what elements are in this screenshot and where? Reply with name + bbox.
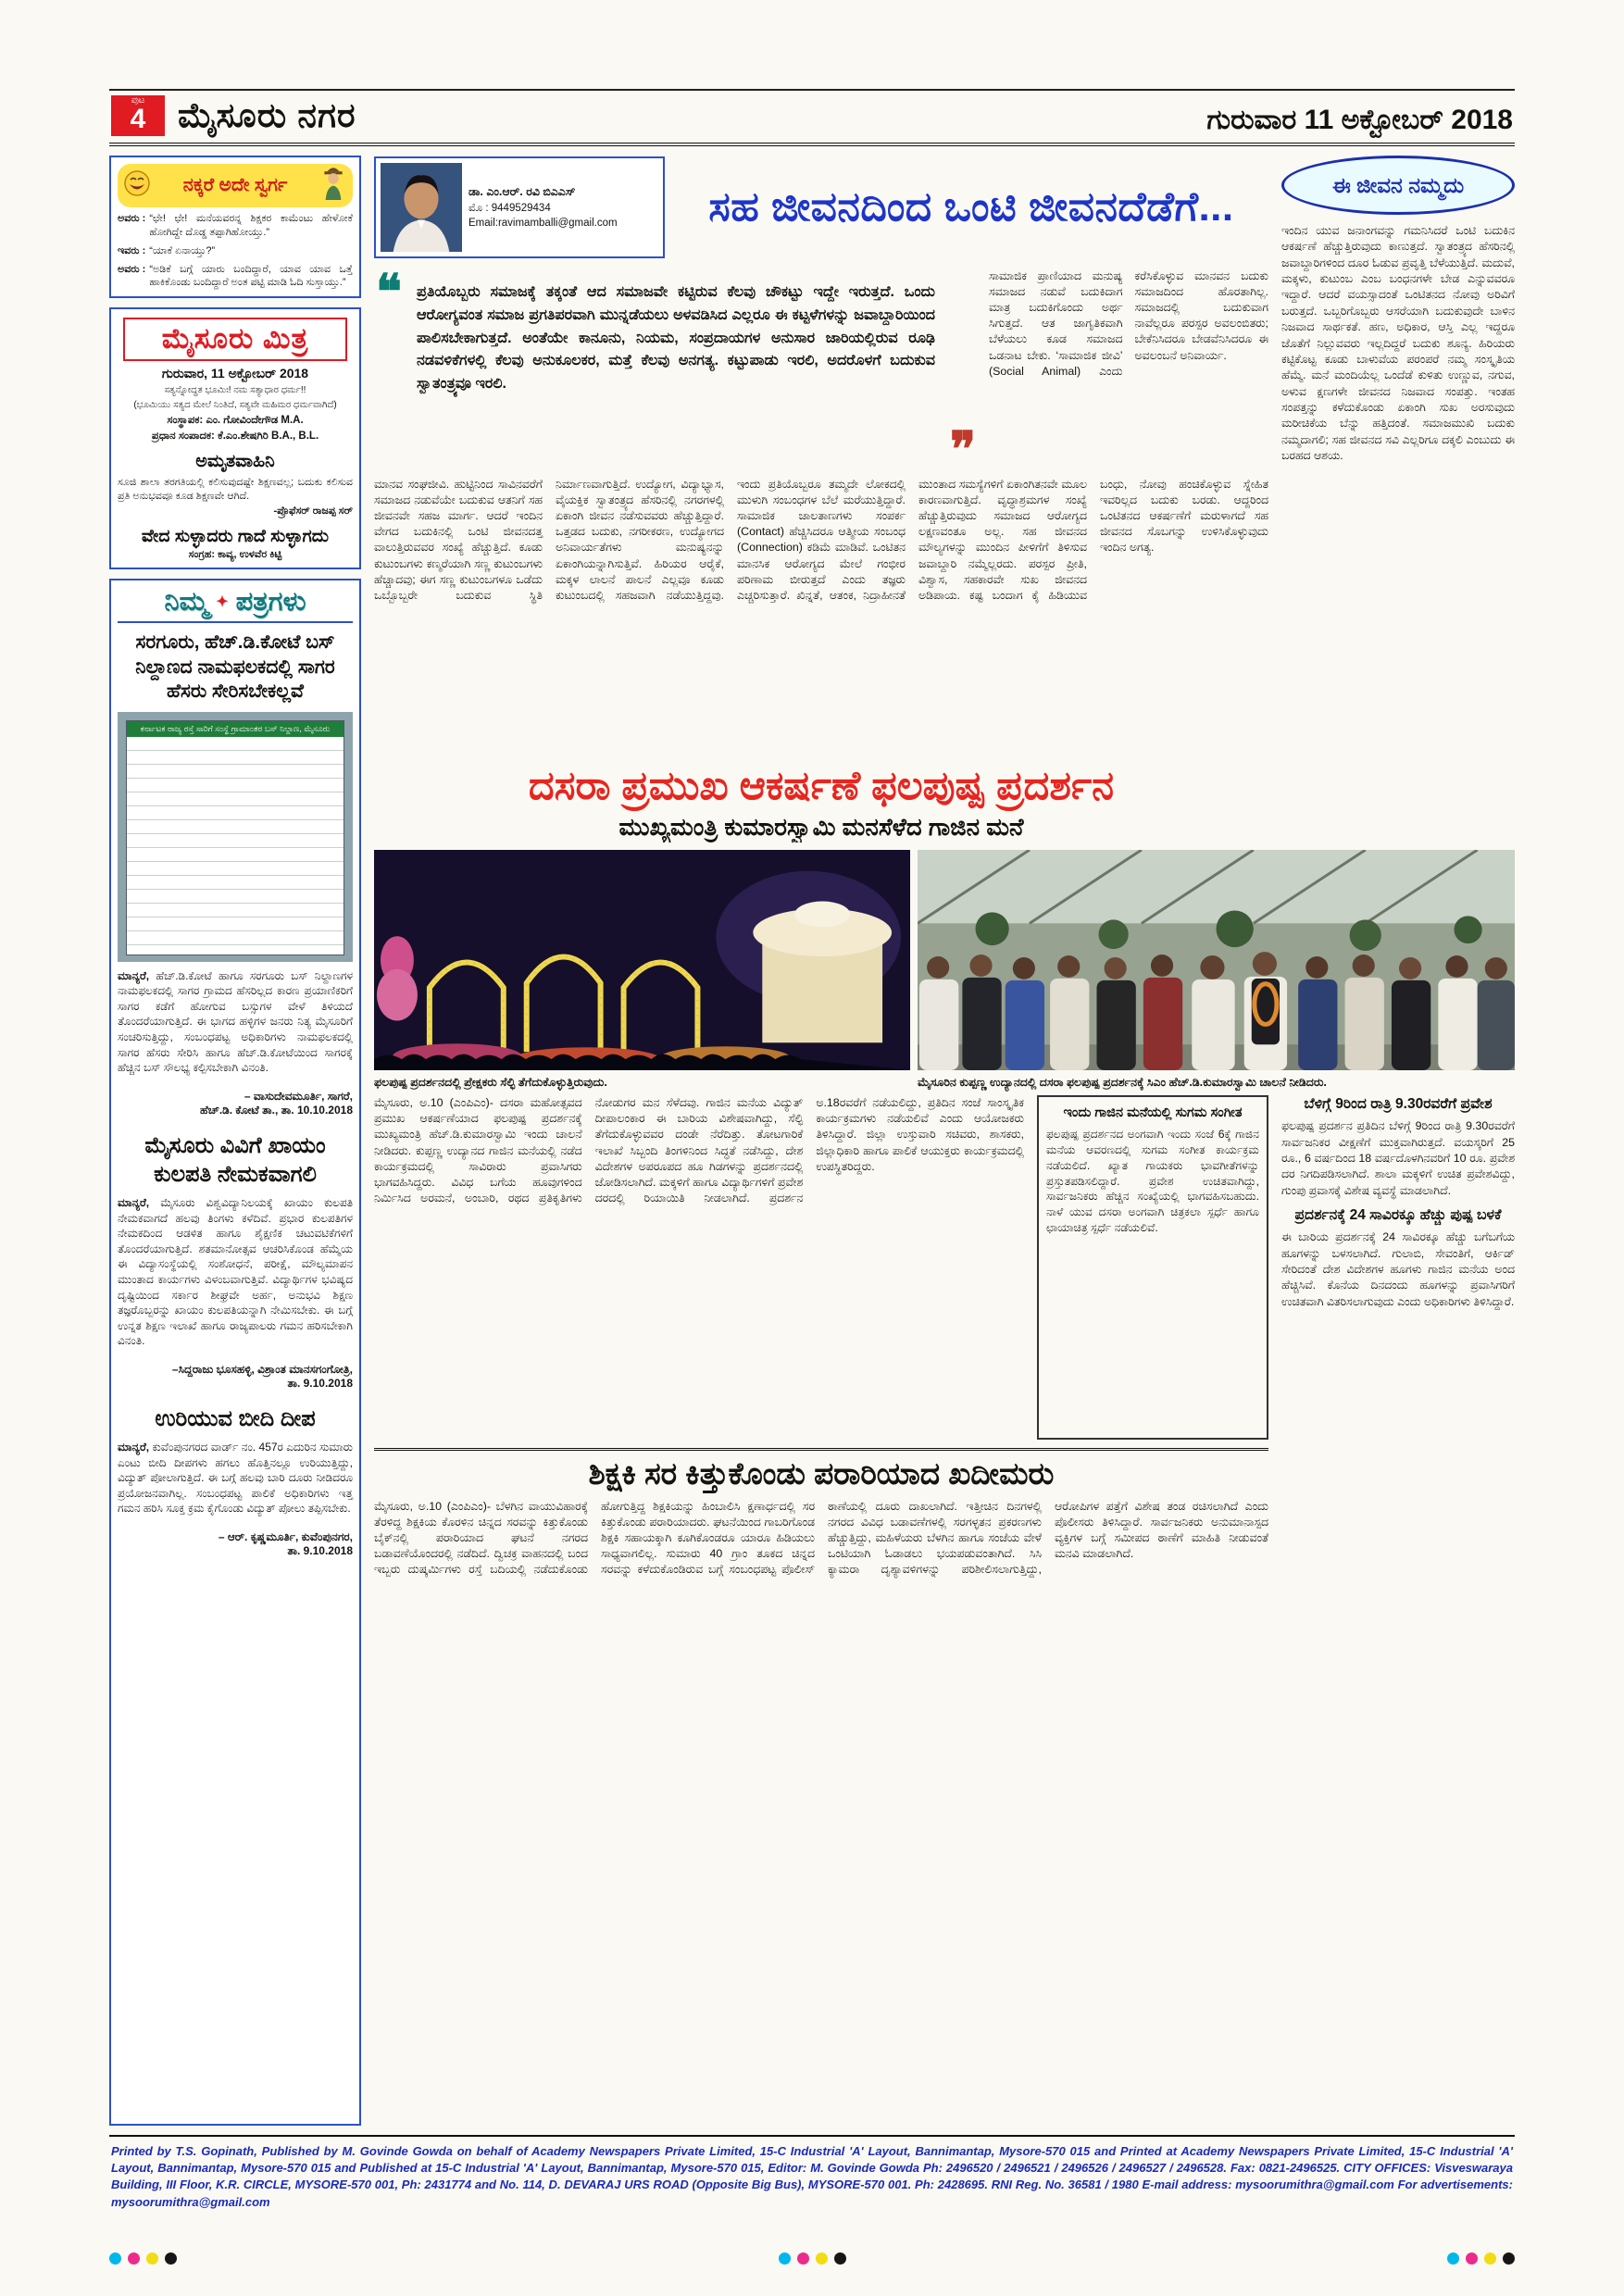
life-headline: ಸಹ ಜೀವನದಿಂದ ಒಂಟಿ ಜೀವನದೆಡೆಗೆ... [708,183,1234,230]
joke-text: “ಛೇ! ಛೇ! ಮನೆಯವರನ್ನ ಶಿಕ್ಷಕರ ಕಾಮೆಂಟು ಹೇಳೋಕೆ ಹೋಗಿದ್ದೇ ದೊಡ್ಡ ತಪ್ಪಾಗಿಹೋಯ್ತು.” [149,213,353,238]
magenta-dot-icon [797,2252,809,2265]
author-box [374,156,665,258]
photo2-caption: ಮೈಸೂರಿನ ಕುಪ್ಪಣ್ಣ ಉದ್ಯಾನದಲ್ಲಿ ದಸರಾ ಫಲಪುಷ್ಪ ಪ್ರದರ್ಶನಕ್ಕೆ ಸಿಎಂ ಹೆಚ್.ಡಿ.ಕುಮಾರಸ್ವಾಮಿ ಚಾಲನೆ ನೀಡಿದರು. [918,1076,1327,1089]
author-name: ಡಾ. ಎಂ.ಆರ್. ರವಿ ಬಿಎಎಸ್ [468,185,576,199]
mini-article-headline: ಇಂದು ಗಾಜಿನ ಮನೆಯಲ್ಲಿ ಸುಗಮ ಸಂಗೀತ [1063,1105,1243,1121]
section-title: ಮೈಸೂರು ನಗರ [178,96,356,134]
letter-text: ಹೆಚ್.ಡಿ.ಕೋಟೆ ಹಾಗೂ ಸರಗೂರು ಬಸ್ ನಿಲ್ದಾಣಗಳ ನಾಮಫಲಕದಲ್ಲಿ ಸಾಗರ ಗ್ರಾಮದ ಹೆಸರಿಲ್ಲದ ಕಾರಣ ಪ್ರಯಾಣಿಕರಿಗೆ ಸಾಗರ ಕಡೆಗೆ ಹೋಗುವ ಬಸ್ಸುಗಳ ವೇಳೆ ತಿಳಿಯದೆ ತೊಂದರೆಯಾಗುತ್ತಿದೆ. ಈ ಭಾಗದ ಹಳ್ಳಿಗಳ ಜನರು ನಿತ್ಯ ಮೈಸೂರಿಗೆ ಸಂಚರಿಸುತ್ತಿದ್ದು, ಸಂಬಂಧಪಟ್ಟ ಅಧಿಕಾರಿಗಳು ನಾಮಫಲಕದಲ್ಲಿ ಸಾಗರ ಹೆಸರು ಸೇರಿಸಿ ಹಾಗೂ ಹೆಚ್.ಡಿ.ಕೋಟೆಯಿಂದ ಸಾಗರಕ್ಕೆ ಹೆಚ್ಚಿನ ಬಸ್ ಸೌಲಭ್ಯ ಕಲ್ಪಿಸಬೇಕಾಗಿ ವಿನಂತಿ. [118,968,353,1075]
joke-line [118,212,353,240]
quote-text: ಪ್ರತಿಯೊಬ್ಬರು ಸಮಾಜಕ್ಕೆ ತಕ್ಕಂತೆ ಆದ ಸಮಾಜವೇ ಕಟ್ಟಿರುವ ಕೆಲವು ಚೌಕಟ್ಟು ಇದ್ದೇ ಇರುತ್ತದೆ. ಒಂದು ಆರೋಗ್ಯವಂತ ಸಮಾಜ ಪ್ರಗತಿಪರವಾಗಿ ಮುನ್ನಡೆಯಲು ಅಳವಡಿಸಿದ ಎಲ್ಲರೂ ಈ ಕಟ್ಟಳೆಗಳನ್ನು ಜವಾಬ್ದಾರಿಯಿಂದ ಪಾಲಿಸಬೇಕಾಗುತ್ತದೆ. ಅಂತೆಯೇ ಕಾನೂನು, ನಿಯಮ, ಸಂಪ್ರದಾಯಗಳ ಅನುಸಾರ ಜಾರಿಯಲ್ಲಿರುವ ರೂಢಿ ನಡವಳಿಕೆಗಳಲ್ಲಿ ಕೆಲವು ಅನುಕೂಲಕರ, ಮತ್ತೆ ಕೆಲವು ಅನಗತ್ಯ. ಕಟ್ಟುಪಾಡು ಇರಲಿ, ಅದರೊಳಗೆ ಬದುಕುವ ಸ್ವಾತಂತ್ರ್ಯವೂ ಇರಲಿ. [417,284,935,393]
joke-text: “ಅಡಿಕೆ ಬಗ್ಗೆ ಯಾರು ಬಂದಿದ್ದಾರೆ, ಯಾವ ಯಾವ ಒತ್ತೆ ಹಾಕಿಕೊಂಡು ಬಂದಿದ್ದಾರೆ ಅಂತ ಪಟ್ಟಿ ಮಾಡಿ ಓದಿ ಸುಸ್ತಾಯ್ತು.” [149,263,353,289]
pull-quote [374,268,978,468]
dasara-body-text: ಮೈಸೂರು, ಅ.10 (ಎಂಪಿಎಂ)- ದಸರಾ ಮಹೋತ್ಸವದ ಪ್ರಮುಖ ಆಕರ್ಷಣೆಯಾದ ಫಲಪುಷ್ಪ ಪ್ರದರ್ಶನಕ್ಕೆ ಮುಖ್ಯಮಂತ್ರಿ ಹೆಚ್.ಡಿ.ಕುಮಾರಸ್ವಾಮಿ ಇಂದು ಚಾಲನೆ ನೀಡಿದರು. ಕುಪ್ಪಣ್ಣ ಉದ್ಯಾನದ ಗಾಜಿನ ಮನೆಯಲ್ಲಿ ನಡೆದ ಕಾರ್ಯಕ್ರಮದಲ್ಲಿ ಸಾವಿರಾರು ಪ್ರವಾಸಿಗರು ಭಾಗವಹಿಸಿದ್ದರು. ವಿವಿಧ ಬಗೆಯ ಹೂವುಗಳಿಂದ ನಿರ್ಮಿಸಿದ ಅರಮನೆ, ಅಂಬಾರಿ, ರಥದ ಪ್ರತಿಕೃತಿಗಳು ನೋಡುಗರ ಮನ ಸೆಳೆದವು. ಗಾಜಿನ ಮನೆಯ ವಿದ್ಯುತ್ ದೀಪಾಲಂಕಾರ ಈ ಬಾರಿಯ ವಿಶೇಷವಾಗಿದ್ದು, ಸೆಲ್ಫಿ ತೆಗೆದುಕೊಳ್ಳುವವರ ದಂಡೇ ನೆರೆದಿತ್ತು. ತೋಟಗಾರಿಕೆ ಇಲಾಖೆ ಸಿಬ್ಬಂದಿ ತಿಂಗಳಿನಿಂದ ಸಿದ್ಧತೆ ನಡೆಸಿದ್ದು, ದೇಶ ವಿದೇಶಗಳ ಅಪರೂಪದ ಹೂ ಗಿಡಗಳನ್ನು ಪ್ರದರ್ಶನದಲ್ಲಿ ಜೋಡಿಸಲಾಗಿದೆ. ಮಕ್ಕಳಿಗೆ ಹಾಗೂ ವಿದ್ಯಾರ್ಥಿಗಳಿಗೆ ಪ್ರವೇಶ ದರದಲ್ಲಿ ರಿಯಾಯಿತಿ ನೀಡಲಾಗಿದೆ. ಪ್ರದರ್ಶನ ಅ.18ರವರೆಗೆ ನಡೆಯಲಿದ್ದು, ಪ್ರತಿದಿನ ಸಂಜೆ ಸಾಂಸ್ಕೃತಿಕ ಕಾರ್ಯಕ್ರಮಗಳು ನಡೆಯಲಿವೆ ಎಂದು ಆಯೋಜಕರು ತಿಳಿಸಿದ್ದಾರೆ. ಜಿಲ್ಲಾ ಉಸ್ತುವಾರಿ ಸಚಿವರು, ಶಾಸಕರು, ಜಿಲ್ಲಾಧಿಕಾರಿ ಹಾಗೂ ಪಾಲಿಕೆ ಆಯುಕ್ತರು ಕಾರ್ಯಕ್ರಮದಲ್ಲಿ ಉಪಸ್ಥಿತರಿದ್ದರು. [374,1096,1024,1204]
cyan-dot-icon [1447,2252,1459,2265]
page-word: ಪುಟ [131,95,145,106]
signature-line: – ವಾಸುದೇವಮೂರ್ತಿ, ಸಾಗರೆ, [244,1089,353,1103]
close-quote-icon: ❞ [950,423,976,468]
author-phone: ಮೊ : 9449529434 [468,202,551,214]
diamond-icon: ✦ [216,594,229,611]
signature-line: ಹೆಚ್.ಡಿ. ಕೋಟೆ ತಾ., ತಾ. 10.10.2018 [199,1104,353,1117]
rail-text: ಫಲಪುಷ್ಪ ಪ್ರದರ್ಶನ ಪ್ರತಿದಿನ ಬೆಳಿಗ್ಗೆ 9ರಿಂದ ರಾತ್ರಿ 9.30ರವರೆಗೆ ಸಾರ್ವಜನಿಕರ ವೀಕ್ಷಣೆಗೆ ಮುಕ್ತವಾಗಿರುತ್ತದೆ. ವಯಸ್ಕರಿಗೆ 25 ರೂ., 6 ವರ್ಷದಿಂದ 18 ವರ್ಷದೊಳಗಿನವರಿಗೆ 10 ರೂ. ಪ್ರವೇಶ ದರ ನಿಗದಿಪಡಿಸಲಾಗಿದೆ. ಶಾಲಾ ಮಕ್ಕಳಿಗೆ ಉಚಿತ ಪ್ರವೇಶವಿದ್ದು, ಗುಂಪು ಪ್ರವಾಸಕ್ಕೆ ವಿಶೇಷ ವ್ಯವಸ್ಥೆ ಮಾಡಲಾಗಿದೆ. [1281,1119,1515,1197]
signature-line: ತಾ. 9.10.2018 [287,1544,353,1558]
edition-date: ಗುರುವಾರ 11 ಅಕ್ಟೋಬರ್ 2018 [1206,105,1513,135]
letter-salutation: ಮಾನ್ಯರೆ, [118,1196,150,1210]
yellow-dot-icon [816,2252,828,2265]
letter-body [118,1195,353,1348]
photo1-caption: ಫಲಪುಷ್ಪ ಪ್ರದರ್ಶನದಲ್ಲಿ ಪ್ರೇಕ್ಷಕರು ಸೆಲ್ಫಿ ತೆಗೆದುಕೊಳ್ಳುತ್ತಿರುವುದು. [374,1076,607,1089]
amruta-credit: -ಪ್ರೊಫೆಸರ್ ರಾಜಪ್ಪ ಸರ್ [273,505,353,517]
yellow-dot-icon [146,2252,158,2265]
veda-credit: ಸಂಗ್ರಹ: ಕಾವ್ಯ, ಉಳವೆರ ಕಿಟ್ಟಿ [188,548,282,560]
cyan-dot-icon [779,2252,791,2265]
bus-board-header: ಕರ್ನಾಟಕ ರಾಜ್ಯ ರಸ್ತೆ ಸಾರಿಗೆ ಸಂಸ್ಥೆ ಗ್ರಾಮಾಂತರ ಬಸ್ ನಿಲ್ದಾಣ, ಮೈಸೂರು [127,721,344,737]
right-rail-top [1281,156,1515,842]
bus-board-photo [118,712,353,962]
author-email: Email:ravimamballi@gmail.com [468,217,618,229]
registration-dots-right [1447,2252,1515,2265]
masthead-motto-sub: (ಭೂಮಿಯು ಸತ್ಯದ ಮೇಲೆ ನಿಂತಿದೆ, ಸತ್ಯವೇ ಮಹಿಮರ ಧರ್ಮವಾಗಿದೆ) [133,400,337,411]
thief-body-text: ಮೈಸೂರು, ಅ.10 (ಎಂಪಿಎಂ)- ಬೆಳಗಿನ ವಾಯುವಿಹಾರಕ್ಕೆ ತೆರಳಿದ್ದ ಶಿಕ್ಷಕಿಯ ಕೊರಳಿನ ಚಿನ್ನದ ಸರವನ್ನು ಕಿತ್ತುಕೊಂಡು ಬೈಕ್‌ನಲ್ಲಿ ಪರಾರಿಯಾದ ಘಟನೆ ನಗರದ ಬಡಾವಣೆಯೊಂದರಲ್ಲಿ ನಡೆದಿದೆ. ದ್ವಿಚಕ್ರ ವಾಹನದಲ್ಲಿ ಬಂದ ಇಬ್ಬರು ದುಷ್ಕರ್ಮಿಗಳು ರಸ್ತೆ ಬದಿಯಲ್ಲಿ ನಡೆದುಕೊಂಡು ಹೋಗುತ್ತಿದ್ದ ಶಿಕ್ಷಕಿಯನ್ನು ಹಿಂಬಾಲಿಸಿ ಕ್ಷಣಾರ್ಧದಲ್ಲಿ ಸರ ಕಿತ್ತುಕೊಂಡು ಪರಾರಿಯಾದರು. ಘಟನೆಯಿಂದ ಗಾಬರಿಗೊಂಡ ಶಿಕ್ಷಕಿ ಸಹಾಯಕ್ಕಾಗಿ ಕೂಗಿಕೊಂಡರೂ ಯಾರೂ ಹಿಡಿಯಲು ಸಾಧ್ಯವಾಗಲಿಲ್ಲ. ಸುಮಾರು 40 ಗ್ರಾಂ ತೂಕದ ಚಿನ್ನದ ಸರವನ್ನು ಕಳೆದುಕೊಂಡಿರುವ ಬಗ್ಗೆ ಸಂಬಂಧಪಟ್ಟ ಪೊಲೀಸ್ ಠಾಣೆಯಲ್ಲಿ ದೂರು ದಾಖಲಾಗಿದೆ. ಇತ್ತೀಚಿನ ದಿನಗಳಲ್ಲಿ ನಗರದ ವಿವಿಧ ಬಡಾವಣೆಗಳಲ್ಲಿ ಸರಗಳ್ಳತನ ಪ್ರಕರಣಗಳು ಹೆಚ್ಚುತ್ತಿದ್ದು, ಮಹಿಳೆಯರು ಬೆಳಗಿನ ಹಾಗೂ ಸಂಜೆಯ ವೇಳೆ ಒಂಟಿಯಾಗಿ ಓಡಾಡಲು ಭಯಪಡುವಂತಾಗಿದೆ. ಸಿಸಿ ಕ್ಯಾಮರಾ ದೃಶ್ಯಾವಳಿಗಳನ್ನು ಪರಿಶೀಲಿಸಲಾಗುತ್ತಿದ್ದು, ಆರೋಪಿಗಳ ಪತ್ತೆಗೆ ವಿಶೇಷ ತಂಡ ರಚಿಸಲಾಗಿದೆ ಎಂದು ಪೊಲೀಸರು ತಿಳಿಸಿದ್ದಾರೆ. ಸಾರ್ವಜನಿಕರು ಅನುಮಾನಾಸ್ಪದ ವ್ಯಕ್ತಿಗಳ ಬಗ್ಗೆ ಸಮೀಪದ ಠಾಣೆಗೆ ಮಾಹಿತಿ ನೀಡುವಂತೆ ಮನವಿ ಮಾಡಲಾಗಿದೆ. [374,1499,1268,1576]
signature-line: – ಆರ್. ಕೃಷ್ಣಮೂರ್ತಿ, ಕುವೆಂಪುನಗರ, [218,1529,353,1543]
letter-signature [118,1530,353,1559]
masthead-title: ಮೈಸೂರು ಮಿತ್ರ [123,318,347,361]
rail-crosshead: ಬೆಳಿಗ್ಗೆ 9ರಿಂದ ರಾತ್ರಿ 9.30ರವರೆಗೆ ಪ್ರವೇಶ [1304,1096,1493,1113]
column-badge: ಈ ಜೀವನ ನಮ್ಮದು [1281,156,1515,215]
bus-board-timetable [127,737,344,955]
letter-salutation: ಮಾನ್ಯರೆ, [118,968,150,982]
life-article [374,156,1268,842]
main-column [374,156,1515,2126]
magenta-dot-icon [1466,2252,1478,2265]
mini-article-text: ಫಲಪುಷ್ಪ ಪ್ರದರ್ಶನದ ಅಂಗವಾಗಿ ಇಂದು ಸಂಜೆ 6ಕ್ಕೆ ಗಾಜಿನ ಮನೆಯ ಆವರಣದಲ್ಲಿ ಸುಗಮ ಸಂಗೀತ ಕಾರ್ಯಕ್ರಮ ನಡೆಯಲಿದೆ. ಖ್ಯಾತ ಗಾಯಕರು ಭಾವಗೀತೆಗಳನ್ನು ಪ್ರಸ್ತುತಪಡಿಸಲಿದ್ದಾರೆ. ಪ್ರವೇಶ ಉಚಿತವಾಗಿದ್ದು, ಸಾರ್ವಜನಿಕರು ಹೆಚ್ಚಿನ ಸಂಖ್ಯೆಯಲ್ಲಿ ಭಾಗವಹಿಸಬಹುದು. ನಾಳೆ ಯುವ ದಸರಾ ಅಂಗವಾಗಿ ಚಿತ್ರಕಲಾ ಸ್ಪರ್ಧೆ ಹಾಗೂ ಛಾಯಾಚಿತ್ರ ಸ್ಪರ್ಧೆ ನಡೆಯಲಿವೆ. [1046,1128,1259,1235]
veda-title: ವೇದ ಸುಳ್ಳಾದರು ಗಾದೆ ಸುಳ್ಳಾಗದು [141,526,330,546]
letter-headline: ಉರಿಯುವ ಬೀದಿ ದೀಪ [155,1405,316,1431]
registration-dots-left [109,2252,177,2265]
joke-title: ನಕ್ಕರೆ ಅದೇ ಸ್ವರ್ಗ [182,175,288,195]
letter-body [118,1440,353,1516]
letter-text: ಕುವೆಂಪುನಗರದ ವಾರ್ಡ್ ನಂ. 457ರ ಎದುರಿನ ಸುಮಾರು ಎಂಟು ಬೀದಿ ದೀಪಗಳು ಹಗಲು ಹೊತ್ತಿನಲ್ಲೂ ಉರಿಯುತ್ತಿದ್ದು, ವಿದ್ಯುತ್ ಪೋಲಾಗುತ್ತಿದೆ. ಈ ಬಗ್ಗೆ ಹಲವು ಬಾರಿ ದೂರು ನೀಡಿದರೂ ಪ್ರಯೋಜನವಾಗಿಲ್ಲ. ಸಂಬಂಧಪಟ್ಟ ಪಾಲಿಕೆ ಅಧಿಕಾರಿಗಳು ಇತ್ತ ಗಮನ ಹರಿಸಿ ಸೂಕ್ತ ಕ್ರಮ ಕೈಗೊಂಡು ವಿದ್ಯುತ್ ಪೋಲು ತಪ್ಪಿಸಬೇಕು. [118,1441,353,1516]
left-column [109,156,361,2126]
rail-crosshead: ಪ್ರದರ್ಶನಕ್ಕೆ 24 ಸಾವಿರಕ್ಕೂ ಹೆಚ್ಚು ಪುಷ್ಪ ಬಳಕೆ [1294,1207,1502,1224]
life-body-text: ಮಾನವ ಸಂಘಜೀವಿ. ಹುಟ್ಟಿನಿಂದ ಸಾವಿನವರೆಗೆ ಸಮಾಜದ ನಡುವೆಯೇ ಬದುಕುವ ಆತನಿಗೆ ಸಹ ಜೀವನವೇ ಸಹಜ ಮಾರ್ಗ. ಆದರೆ ಇಂದಿನ ವೇಗದ ಬದುಕಿನಲ್ಲಿ ಒಂಟಿ ಜೀವನದತ್ತ ವಾಲುತ್ತಿರುವವರ ಸಂಖ್ಯೆ ಹೆಚ್ಚುತ್ತಿದೆ. ಕೂಡು ಕುಟುಂಬಗಳು ಕಣ್ಮರೆಯಾಗಿ ಸಣ್ಣ ಕುಟುಂಬಗಳು ಹೆಚ್ಚಾದವು; ಈಗ ಸಣ್ಣ ಕುಟುಂಬಗಳೂ ಒಡೆದು ಒಬ್ಬೊಬ್ಬರೇ ಬದುಕುವ ಸ್ಥಿತಿ ನಿರ್ಮಾಣವಾಗುತ್ತಿದೆ. ಉದ್ಯೋಗ, ವಿದ್ಯಾಭ್ಯಾಸ, ವೈಯಕ್ತಿಕ ಸ್ವಾತಂತ್ರ್ಯದ ಹೆಸರಿನಲ್ಲಿ ನಗರಗಳಲ್ಲಿ ಏಕಾಂಗಿ ಜೀವನ ನಡೆಸುವವರು ಹೆಚ್ಚುತ್ತಿದ್ದಾರೆ. ಒತ್ತಡದ ಬದುಕು, ನಗರೀಕರಣ, ಉದ್ಯೋಗದ ಅನಿವಾರ್ಯತೆಗಳು ಮನುಷ್ಯನನ್ನು ಏಕಾಂಗಿಯನ್ನಾಗಿಸುತ್ತಿವೆ. ಹಿರಿಯರ ಆರೈಕೆ, ಮಕ್ಕಳ ಲಾಲನೆ ಪಾಲನೆ ಎಲ್ಲವೂ ಕೂಡು ಕುಟುಂಬದಲ್ಲಿ ಸಹಜವಾಗಿ ನಡೆಯುತ್ತಿದ್ದವು. ಇಂದು ಪ್ರತಿಯೊಬ್ಬರೂ ತಮ್ಮದೇ ಲೋಕದಲ್ಲಿ ಮುಳುಗಿ ಸಂಬಂಧಗಳ ಬೆಲೆ ಮರೆಯುತ್ತಿದ್ದಾರೆ. ಸಾಮಾಜಿಕ ಜಾಲತಾಣಗಳು ಸಂಪರ್ಕ (Contact) ಹೆಚ್ಚಿಸಿದರೂ ಆತ್ಮೀಯ ಸಂಬಂಧ (Connection) ಕಡಿಮೆ ಮಾಡಿವೆ. ಒಂಟಿತನ ಮಾನಸಿಕ ಆರೋಗ್ಯದ ಮೇಲೆ ಗಂಭೀರ ಪರಿಣಾಮ ಬೀರುತ್ತದೆ ಎಂದು ತಜ್ಞರು ಎಚ್ಚರಿಸುತ್ತಾರೆ. ಖಿನ್ನತೆ, ಆತಂಕ, ನಿದ್ರಾಹೀನತೆ ಮುಂತಾದ ಸಮಸ್ಯೆಗಳಿಗೆ ಏಕಾಂಗಿತನವೇ ಮೂಲ ಕಾರಣವಾಗುತ್ತಿದೆ. ವೃದ್ಧಾಶ್ರಮಗಳ ಸಂಖ್ಯೆ ಹೆಚ್ಚುತ್ತಿರುವುದು ಸಮಾಜದ ಆರೋಗ್ಯದ ಲಕ್ಷಣವಂತೂ ಅಲ್ಲ. ಸಹ ಜೀವನದ ಮೌಲ್ಯಗಳನ್ನು ಮುಂದಿನ ಪೀಳಿಗೆಗೆ ತಿಳಿಸುವ ಜವಾಬ್ದಾರಿ ನಮ್ಮೆಲ್ಲರದು. ಪರಸ್ಪರ ಪ್ರೀತಿ, ವಿಶ್ವಾಸ, ಸಹಕಾರವೇ ಸುಖ ಜೀವನದ ಅಡಿಪಾಯ. ಕಷ್ಟ ಬಂದಾಗ ಕೈ ಹಿಡಿಯುವ ಬಂಧು, ನೋವು ಹಂಚಿಕೊಳ್ಳುವ ಸ್ನೇಹಿತ ಇವರಿಲ್ಲದ ಬದುಕು ಬರಡು. ಆದ್ದರಿಂದ ಒಂಟಿತನದ ಆಕರ್ಷಣೆಗೆ ಮರುಳಾಗದೆ ಸಹ ಜೀವನದ ಸೊಬಗನ್ನು ಉಳಿಸಿಕೊಳ್ಳುವುದು ಇಂದಿನ ಅಗತ್ಯ. [374,478,1268,602]
author-photo [381,163,462,252]
imprint-line: Printed by T.S. Gopinath, Published by M. Govinde Gowda on behalf of Academy Newspapers Private Limited, 15-C Industrial 'A' Layout, Bannimantap, Mysore-570 015 and Printed at Academy Newspapers Private Limited, 15-C Industrial 'A' Layout, Bannimantap, Mysore-570 015 and Published at 15-C Industrial 'A' Layout, Bannimantap, Mysore-570 015, Editor: M. Govinde Gowda Ph: 2496520 / 2496521 / 2496526 / 2496527 / 2496528. Fax: 0821-2496525. CITY OFFICES: Visveswaraya Building, III Floor, K.R. CIRCLE, MYSORE-570 001, Ph: 2431774 and No. 114, D. DEVARAJ URS ROAD (Opposite Big Bus), MYSORE-570 001. Ph: 2428695. RNI Reg. No. 36581 / 1980 E-mail address: mysoorumithra@gmail.com For advertisements: mysoorumithra@gmail.com [109,2135,1515,2215]
letters-header-left: ನಿಮ್ಮ [164,586,209,617]
masthead-box [109,307,361,569]
letter-body [118,968,353,1076]
letter-signature [118,1090,353,1118]
letter-headline: ಮೈಸೂರು ವಿವಿಗೆ ಖಾಯಂ ಕುಲಪತಿ ನೇಮಕವಾಗಲಿ [144,1132,326,1188]
dasara-subhead: ಮುಖ್ಯಮಂತ್ರಿ ಕುಮಾರಸ್ವಾಮಿ ಮನಸೆಳೆದ ಗಾಜಿನ ಮನೆ [618,813,1024,841]
registration-marks [109,2252,1515,2265]
masthead-motto: ಸತ್ಯನ್ನೋದ್ಧತ ಭೂಮಿಃ! ನಮ ಸತ್ಯಾಧಾರ ಧರ್ಮ!! [164,385,306,396]
black-dot-icon [1503,2252,1515,2265]
open-quote-icon: ❝ [376,268,402,319]
masthead-founder: ಸಂಸ್ಥಾಪಕ: ಎಂ. ಗೋವಿಂದೇಗೌಡ M.A. [167,415,304,427]
thief-headline: ಶಿಕ್ಷಕಿ ಸರ ಕಿತ್ತುಕೊಂಡು ಪರಾರಿಯಾದ ಖದೀಮರು [374,1448,1268,1491]
life-side-text: ಸಾಮಾಜಿಕ ಪ್ರಾಣಿಯಾದ ಮನುಷ್ಯ ಸಮಾಜದ ನಡುವೆ ಬದುಕಿದಾಗ ಮಾತ್ರ ಬದುಕಿಗೊಂದು ಅರ್ಥ ಸಿಗುತ್ತದೆ. ಆತ ಜಾಗೃತಿಕವಾಗಿ ಬೆಳೆಯಲು ಕೂಡ ಸಮಾಜದ ಒಡನಾಟ ಬೇಕು. ‘ಸಾಮಾಜಿಕ ಜೀವಿ’ (Social Animal) ಎಂದು ಕರೆಸಿಕೊಳ್ಳುವ ಮಾನವನ ಬದುಕು ಸಮಾಜದಿಂದ ಹೊರತಾಗಿಲ್ಲ. ಸಮಾಜದಲ್ಲಿ ಬದುಕುವಾಗ ನಾವೆಲ್ಲರೂ ಪರಸ್ಪರ ಅವಲಂಬಿತರು; ಬೇಕೆನಿಸಿದರೂ ಬೇಡವೆನಿಸಿದರೂ ಈ ಅವಲಂಬನೆ ಅನಿವಾರ್ಯ. [989,269,1268,378]
yellow-dot-icon [1484,2252,1496,2265]
cyan-dot-icon [109,2252,121,2265]
joke-line [118,263,353,291]
laughing-smiley-icon [123,169,151,202]
joke-speaker: ಅವರು : [118,263,146,275]
letter-headline: ಸರಗೂರು, ಹೆಚ್.ಡಿ.ಕೋಟೆ ಬಸ್ ನಿಲ್ದಾಣದ ನಾಮಫಲಕದಲ್ಲಿ ಸಾಗರ ಹೆಸರು ಸೇರಿಸಬೇಕಲ್ಲವೆ [135,630,335,703]
joke-box [109,156,361,298]
letters-section-header [118,587,353,623]
letter-signature [118,1363,353,1391]
page-number-box [111,95,165,136]
black-dot-icon [165,2252,177,2265]
letter-salutation: ಮಾನ್ಯರೆ, [118,1441,150,1454]
letters-header-right: ಪತ್ರಗಳು [235,586,306,617]
flower-show-photo [374,850,910,1070]
joke-speaker: ಅವರು : [118,213,146,224]
joke-text: “ಯಾಕೆ ಏನಾಯ್ತು?” [149,244,216,256]
rail-top-text: ಇಂದಿನ ಯುವ ಜನಾಂಗವನ್ನು ಗಮನಿಸಿದರೆ ಒಂಟಿ ಬದುಕಿನ ಆಕರ್ಷಣೆ ಹೆಚ್ಚುತ್ತಿರುವುದು ಕಾಣುತ್ತದೆ. ಸ್ವಾತಂತ್ರ್ಯದ ಹೆಸರಿನಲ್ಲಿ ಜವಾಬ್ದಾರಿಗಳಿಂದ ದೂರ ಓಡುವ ಪ್ರವೃತ್ತಿ ಬೆಳೆಯುತ್ತಿದೆ. ಮದುವೆ, ಮಕ್ಕಳು, ಕುಟುಂಬ ಎಂಬ ಬಂಧನಗಳೇ ಬೇಡ ಎನ್ನುವವರೂ ಇದ್ದಾರೆ. ಆದರೆ ವಯಸ್ಸಾದಂತೆ ಒಂಟಿತನದ ನೋವು ಅರಿವಿಗೆ ಬರುತ್ತದೆ. ಒಬ್ಬರಿಗೊಬ್ಬರು ಆಸರೆಯಾಗಿ ಬದುಕುವುದೇ ಬಾಳಿನ ನಿಜವಾದ ಸಾರ್ಥಕತೆ. ಹಣ, ಅಧಿಕಾರ, ಆಸ್ತಿ ಎಲ್ಲ ಇದ್ದರೂ ಜೊತೆಗೆ ನಿಲ್ಲುವವರು ಇಲ್ಲದಿದ್ದರೆ ಬದುಕು ಶೂನ್ಯ. ಹಿರಿಯರು ಕಟ್ಟಿಕೊಟ್ಟ ಕೂಡು ಬಾಳುವೆಯ ಪರಂಪರೆ ನಮ್ಮ ಸಂಸ್ಕೃತಿಯ ಹೆಮ್ಮೆ. ಮನೆ ಮಂದಿಯೆಲ್ಲ ಒಂದೆಡೆ ಕುಳಿತು ಉಣ್ಣುವ, ನಗುವ, ಅಳುವ ಕ್ಷಣಗಳೇ ಜೀವನದ ನಿಜವಾದ ಸಂಪತ್ತು. ಇಂತಹ ಸಂಪತ್ತನ್ನು ಕಳೆದುಕೊಂಡು ಏಕಾಂಗಿ ಸುಖ ಅರಸುವುದು ಮರೀಚಿಕೆಯ ಬೆನ್ನು ಹತ್ತಿದಂತೆ. ಸಮಾಜಮುಖಿ ಬದುಕು ನಮ್ಮದಾಗಲಿ; ಸಹ ಜೀವನದ ಸವಿ ಎಲ್ಲರಿಗೂ ದಕ್ಕಲಿ ಎಂಬುದು ಈ ಬರಹದ ಆಶಯ. [1281,224,1515,463]
registration-dots-center [779,2252,846,2265]
masthead-editor: ಪ್ರಧಾನ ಸಂಪಾದಕ: ಕೆ.ಎಂ.ಶೇಷಗಿರಿ B.A., B.L. [151,430,319,443]
signature-line: ತಾ. 9.10.2018 [287,1377,353,1391]
page-header [109,89,1515,146]
amruta-text: ಸೂಜಿ ಶಾಲಾ ತರಗತಿಯಲ್ಲಿ ಕಲಿಸುವುದಷ್ಟೇ ಶಿಕ್ಷಣವಲ್ಲ; ಬದುಕು ಕಲಿಸುವ ಪ್ರತಿ ಅನುಭವವೂ ಕೂಡ ಶಿಕ್ಷಣವೇ ಆಗಿದೆ. [118,477,353,503]
joke-speaker: ಇವರು : [118,244,146,256]
black-dot-icon [834,2252,846,2265]
letter-text: ಮೈಸೂರು ವಿಶ್ವವಿದ್ಯಾನಿಲಯಕ್ಕೆ ಖಾಯಂ ಕುಲಪತಿ ನೇಮಕವಾಗದೆ ಹಲವು ತಿಂಗಳು ಕಳೆದಿವೆ. ಪ್ರಭಾರ ಕುಲಪತಿಗಳ ನೇಮಕದಿಂದ ಆಡಳಿತ ಹಾಗೂ ಶೈಕ್ಷಣಿಕ ಚಟುವಟಿಕೆಗಳಿಗೆ ತೊಂದರೆಯಾಗುತ್ತಿದೆ. ಶತಮಾನೋತ್ಸವ ಆಚರಿಸಿಕೊಂಡ ಹೆಮ್ಮೆಯ ಈ ವಿದ್ಯಾಸಂಸ್ಥೆಯಲ್ಲಿ ಸಂಶೋಧನೆ, ಪರೀಕ್ಷೆ, ಮೌಲ್ಯಮಾಪನ ಮುಂತಾದ ಕಾರ್ಯಗಳು ವಿಳಂಬವಾಗುತ್ತಿವೆ. ವಿದ್ಯಾರ್ಥಿಗಳ ಭವಿಷ್ಯದ ದೃಷ್ಟಿಯಿಂದ ಸರ್ಕಾರ ಶೀಘ್ರವೇ ಅರ್ಹ, ಅನುಭವಿ ಶಿಕ್ಷಣ ತಜ್ಞರೊಬ್ಬರನ್ನು ಖಾಯಂ ಕುಲಪತಿಯನ್ನಾಗಿ ನೇಮಿಸಬೇಕು. ಈ ಬಗ್ಗೆ ಉನ್ನತ ಶಿಕ್ಷಣ ಇಲಾಖೆ ಹಾಗೂ ರಾಜ್ಯಪಾಲರು ಗಮನ ಹರಿಸಬೇಕಾಗಿ ವಿನಂತಿ. [118,1196,353,1348]
dasara-headline: ದಸರಾ ಪ್ರಮುಖ ಆಕ‌ರ್ಷಣೆ ಫಲಪುಷ್ಪ ಪ್ರದರ್ಶನ [528,763,1115,808]
signature-line: –ಸಿದ್ದರಾಜು ಭೂಸಹಳ್ಳಿ, ವಿಶ್ರಾಂತ ಮಾನಸಗಂಗೋತ್ರಿ, [171,1362,353,1376]
magenta-dot-icon [128,2252,140,2265]
page-number: 4 [130,104,146,134]
cartoon-figure-icon [319,167,347,205]
masthead-date: ಗುರುವಾರ, 11 ಅಕ್ಟೋಬರ್ 2018 [161,366,309,381]
mini-article-box [1037,1095,1268,1440]
letters-box [109,579,361,2126]
rail-text: ಈ ಬಾರಿಯ ಪ್ರದರ್ಶನಕ್ಕೆ 24 ಸಾವಿರಕ್ಕೂ ಹೆಚ್ಚು ಬಗೆಬಗೆಯ ಹೂಗಳನ್ನು ಬಳಸಲಾಗಿದೆ. ಗುಲಾಬಿ, ಸೇವಂತಿಗೆ, ಆರ್ಕಿಡ್ ಸೇರಿದಂತೆ ದೇಶ ವಿದೇಶಗಳ ಹೂಗಳು ಗಾಜಿನ ಮನೆಯ ಅಂದ ಹೆಚ್ಚಿಸಿವೆ. ಕೊನೆಯ ದಿನದಂದು ಹೂಗಳನ್ನು ಪ್ರವಾಸಿಗರಿಗೆ ಉಚಿತವಾಗಿ ವಿತರಿಸಲಾಗುವುದು ಎಂದು ಅಧಿಕಾರಿಗಳು ತಿಳಿಸಿದ್ದಾರೆ. [1281,1230,1515,1308]
amruta-title: ಅಮೃತವಾಹಿನಿ [195,452,275,472]
cm-inauguration-photo [918,850,1515,1070]
right-rail-bottom [1281,1095,1515,2126]
joke-line [118,244,353,258]
